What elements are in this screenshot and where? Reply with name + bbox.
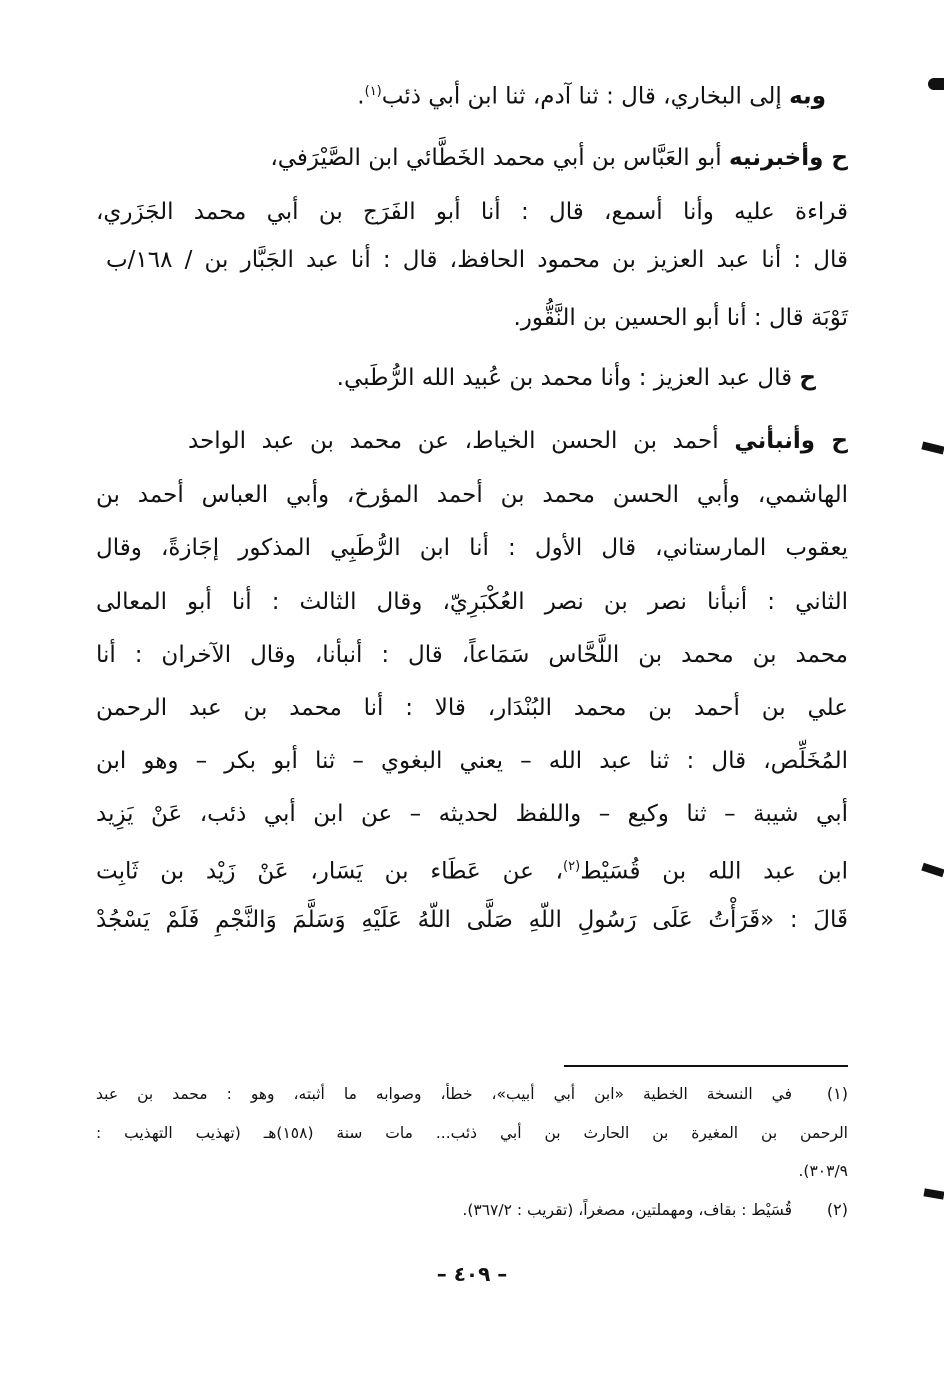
footnote-ref-1: (١) [364, 84, 382, 99]
text-line-6-lead: ح [799, 365, 816, 391]
footnote-2-number: (٢) [826, 1200, 848, 1219]
text-line-3: قراءة عليه وأنا أسمع، قال : أنا أبو الفَرَج بن أبي محمد الجَزَري، [96, 199, 848, 225]
text-line-14: أبي شيبة – ثنا وكيع – واللفظ لحديثه – عن ابن أبي ذئب، عَنْ يَزِيد [96, 801, 848, 827]
text-line-8: الهاشمي، وأبي الحسن محمد بن أحمد المؤرخ، وأبي العباس أحمد بن [96, 482, 848, 508]
text-line-12: علي بن أحمد بن محمد البُنْدَار، قالا : أنا محمد بن عبد الرحمن [96, 695, 848, 721]
text-line-13: المُخَلِّص، قال : ثنا عبد الله – يعني البغوي – ثنا أبو بكر – وهو ابن [96, 748, 848, 774]
text-line-6 [106, 358, 816, 398]
text-line-2 [106, 138, 848, 178]
footnote-1-line-3: ٣٠٣/٩). [798, 1162, 848, 1180]
text-line-2-body: أبو العَبَّاس بن أبي محمد الخَطَّائي ابن الصَّيْرَفي، [270, 145, 722, 171]
text-line-1-lead: وبه [789, 83, 826, 110]
footnote-separator [564, 1065, 848, 1067]
text-line-10: الثاني : أنبأنا نصر بن نصر العُكْبَرِيّ، وقال الثالث : أنا أبو المعالى [96, 589, 848, 615]
text-line-11: محمد بن محمد بن اللَّحَّاس سَمَاعاً، قال : أنبأنا، وقال الآخران : أنا [96, 642, 848, 668]
text-line-16: قَالَ : «قَرَأْتُ عَلَى رَسُولِ اللّهِ صَلَّى اللّهُ عَلَيْهِ وَسَلَّمَ وَالنَّجْمِ فَلَمْ يَسْجُدْ [96, 907, 848, 933]
footnote-1-line-1: في النسخة الخطية «ابن أبي أبيب»، خطأ، وصوابه ما أثبته، وهو : محمد بن عبد [96, 1085, 792, 1103]
scan-edge-mark [921, 863, 944, 877]
footnote-1-line-2: الرحمن بن المغيرة بن الحارث بن أبي ذئب... مات سنة (١٥٨)هـ (تهذيب التهذيب : [96, 1124, 848, 1142]
text-line-15-start: ابن عبد الله بن قُسَيْط [580, 858, 849, 885]
scan-edge-mark [928, 78, 944, 90]
scan-edge-mark [923, 1188, 944, 1199]
page-number: – ٤٠٩ – [436, 1262, 508, 1286]
text-line-1-body: إلى البخاري، قال : ثنا آدم، ثنا ابن أبي ذئب [381, 83, 782, 110]
text-line-7-lead: ح وأنبأني [734, 428, 848, 454]
text-line-7 [188, 421, 848, 461]
text-line-2-lead: ح وأخبرنيه [728, 145, 848, 171]
text-line-1: وبه إلى البخاري، قال : ثنا آدم، ثنا ابن أبي ذئب$^{(١)}$. [357, 83, 826, 110]
text-line-15-end: ، عن عَطَاء بن يَسَار، عَنْ زَيْد بن ثَابِت [96, 858, 564, 885]
text-line-4: قال : أنا عبد العزيز بن محمود الحافظ، قال : أنا عبد الجَبَّار بن / ١٦٨/ب [106, 247, 848, 273]
text-line-15 [96, 847, 848, 887]
footnote-ref-2: (٢) [563, 859, 581, 874]
text-line-5: تَوْبَة قال : أنا أبو الحسين بن النَّقُّور. [513, 305, 848, 331]
text-line-7-body: أحمد بن الحسن الخياط، عن محمد بن عبد الواحد [188, 428, 719, 454]
scan-edge-mark [921, 441, 944, 454]
footnote-2-line-1: قُسَيْط : بقاف، ومهملتين، مصغراً، (تقريب : ٣٦٧/٢). [462, 1201, 792, 1219]
text-line-9: يعقوب المارستاني، قال الأول : أنا ابن الرُّطَبِي المذكور إجَازةً، وقال [96, 535, 848, 561]
footnote-1-number: (١) [826, 1084, 848, 1103]
text-line-6-body: قال عبد العزيز : وأنا محمد بن عُبيد الله الرُّطَبي. [336, 365, 793, 391]
